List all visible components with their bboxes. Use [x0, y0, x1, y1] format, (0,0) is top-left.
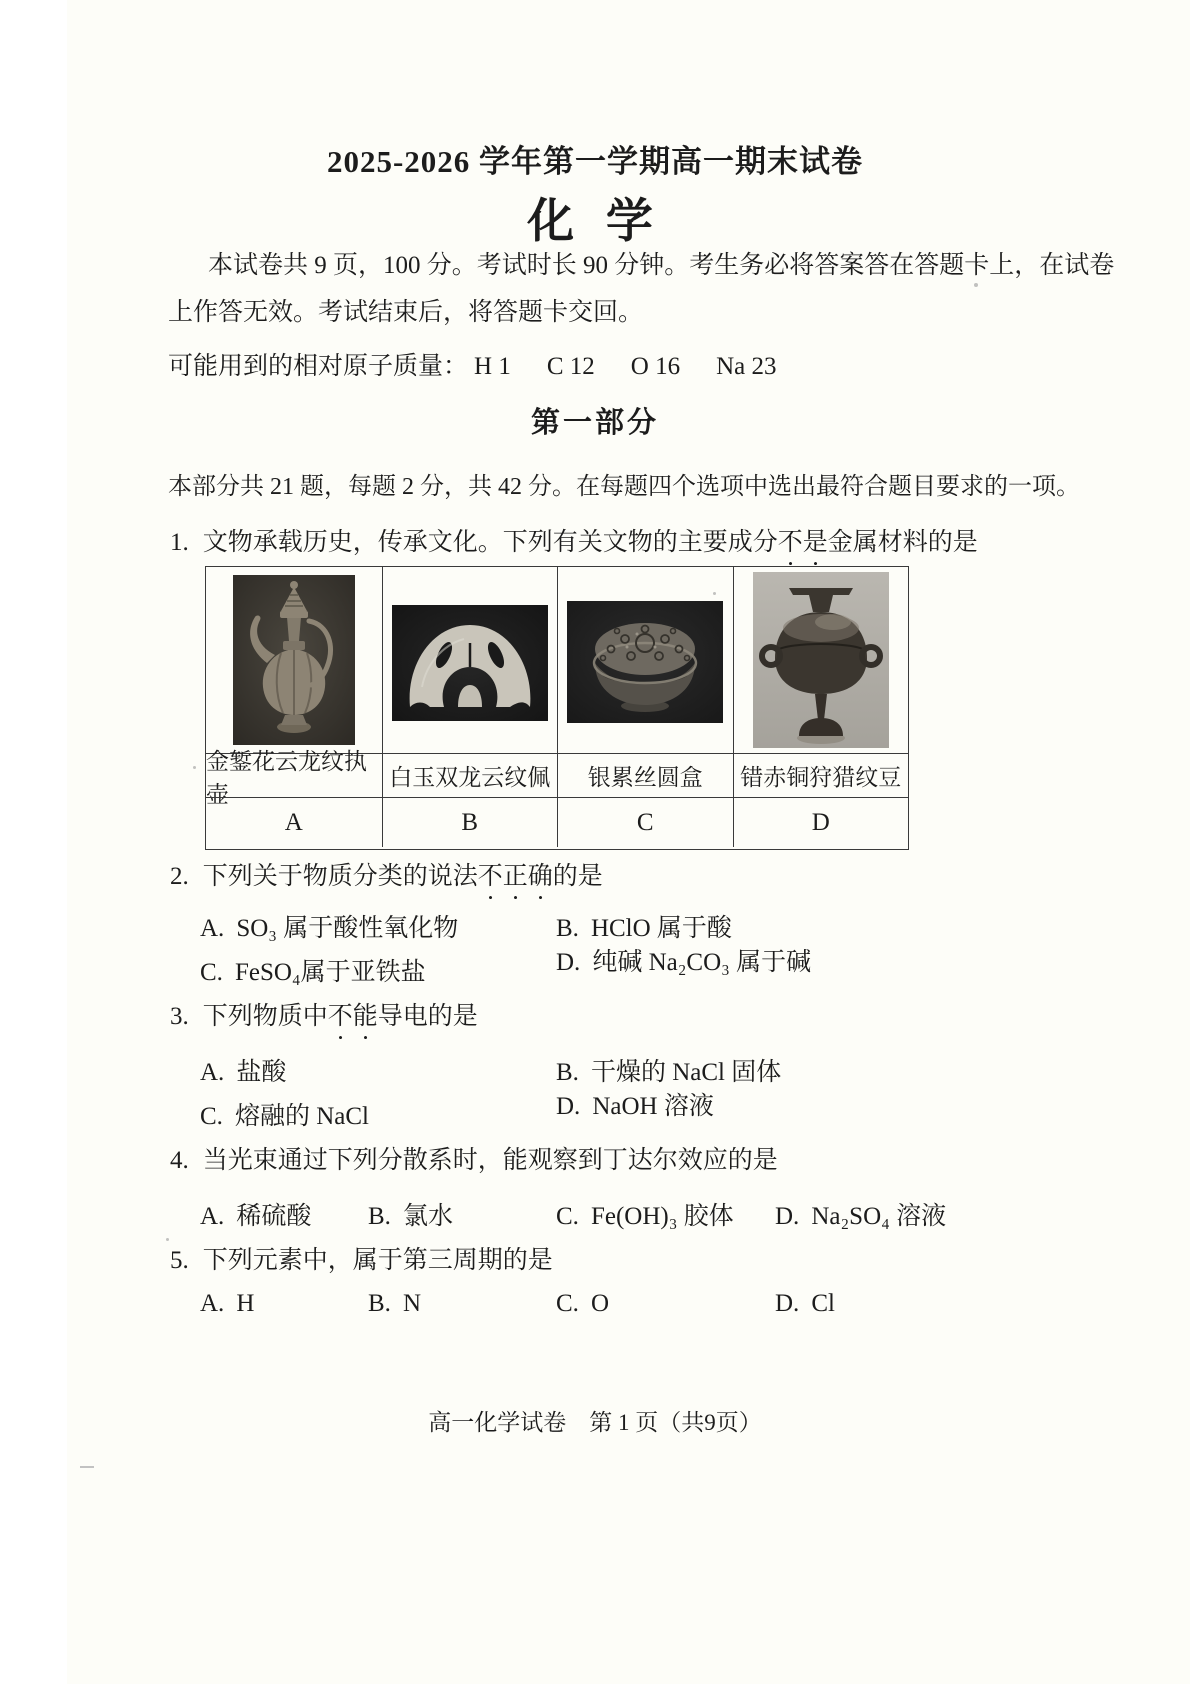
option-text: O: [590, 1290, 609, 1317]
question-1: [170, 522, 978, 571]
gold-ewer-photo: [233, 575, 355, 745]
option-label: C.: [556, 1203, 579, 1230]
subject-title: 化 学: [527, 196, 663, 248]
artifact-caption-d: 错赤铜狩猎纹豆: [733, 753, 909, 797]
option-text: Na₂SO₄ 溶液: [811, 1203, 947, 1230]
option-label: A.: [200, 1203, 225, 1230]
question-3-option-a: [200, 1052, 286, 1088]
question-1-emphasized-text: 不是: [777, 529, 828, 556]
option-text: N: [402, 1290, 421, 1317]
question-5-text: 下列元素中，属于第三周期的是: [202, 1247, 553, 1274]
question-4-option-d: [775, 1196, 946, 1232]
question-4-option-a: [200, 1196, 311, 1232]
option-text: FeSO₄属于亚铁盐: [234, 959, 426, 986]
option-text: Fe(OH)₃ 胶体: [590, 1203, 734, 1230]
option-text: 稀硫酸: [236, 1203, 312, 1230]
question-5-option-a: [200, 1290, 254, 1318]
artifact-letter-b: B: [382, 797, 558, 847]
question-3-emphasized-text: 不能: [327, 1003, 378, 1030]
artifact-letter-a: A: [206, 797, 382, 847]
artifact-cell-a: [206, 567, 382, 753]
atomic-mass-c: C 12: [546, 353, 595, 380]
artifact-letter-d: D: [733, 797, 909, 847]
question-3: [170, 996, 478, 1045]
option-label: B.: [368, 1290, 391, 1317]
option-label: C.: [200, 959, 223, 986]
question-5-number: 5.: [170, 1247, 189, 1274]
atomic-mass-label: 可能用到的相对原子质量：: [168, 353, 469, 380]
option-text: 盐酸: [236, 1059, 287, 1086]
exam-instructions-line-1: 本试卷共 9 页，100 分。考试时长 90 分钟。考生务必将答案答在答题卡上，在试卷: [208, 252, 1115, 279]
option-label: D.: [775, 1290, 800, 1317]
question-2-text-after: 的是: [552, 863, 603, 890]
option-label: A.: [200, 915, 225, 942]
exam-instructions-line-2: 上作答无效。考试结束后，将答题卡交回。: [168, 299, 644, 326]
option-label: B.: [556, 1059, 579, 1086]
question-5-option-b: [368, 1290, 421, 1318]
artifact-caption-a: 金錾花云龙纹执壶: [206, 753, 382, 797]
option-text: 干燥的 NaCl 固体: [590, 1059, 782, 1086]
option-label: C.: [556, 1290, 579, 1317]
question-5-option-d: [775, 1290, 835, 1318]
question-3-option-c: [200, 1096, 369, 1132]
question-3-option-b: [556, 1052, 781, 1088]
page-title: 2025-2026 学年第一学期高一期末试卷: [326, 144, 864, 179]
question-2-text: 下列关于物质分类的说法: [202, 863, 478, 890]
question-2-option-b: [556, 908, 732, 944]
scan-speck: [974, 283, 978, 287]
question-4-option-c: [556, 1196, 734, 1232]
option-label: B.: [556, 915, 579, 942]
question-4: [170, 1140, 778, 1176]
exam-instructions: [168, 242, 1115, 336]
question-3-text: 下列物质中: [202, 1003, 328, 1030]
page-footer: 高一化学试卷 第 1 页（共9页）: [428, 1410, 762, 1435]
atomic-mass-h: H 1: [474, 353, 511, 380]
option-text: NaOH 溶液: [592, 1093, 714, 1120]
question-2: [170, 856, 603, 905]
question-3-option-d: [556, 1086, 714, 1122]
option-label: A.: [200, 1290, 225, 1317]
part1-heading: 第一部分: [530, 407, 659, 439]
question-4-option-b: [368, 1196, 453, 1232]
question-3-number: 3.: [170, 1003, 189, 1030]
question-1-text: 文物承载历史，传承文化。下列有关文物的主要成分: [202, 529, 778, 556]
question-3-text-after: 导电的是: [377, 1003, 478, 1030]
option-label: D.: [556, 1093, 581, 1120]
question-2-number: 2.: [170, 863, 189, 890]
artifact-cell-d: [733, 567, 909, 753]
option-text: HClO 属于酸: [590, 915, 732, 942]
option-label: B.: [368, 1203, 391, 1230]
question-4-text: 当光束通过下列分散系时，能观察到丁达尔效应的是: [202, 1147, 778, 1174]
scan-dash: [80, 1466, 94, 1468]
question-2-emphasized-text: 不正确: [477, 863, 553, 890]
option-text: H: [236, 1290, 255, 1317]
question-1-text-after: 金属材料的是: [827, 529, 978, 556]
option-label: A.: [200, 1059, 225, 1086]
option-label: D.: [775, 1203, 800, 1230]
white-jade-pendant-photo: [392, 605, 548, 721]
artifact-table: [205, 566, 909, 850]
artifact-letter-c: C: [557, 797, 733, 847]
artifact-caption-b: 白玉双龙云纹佩: [382, 753, 558, 797]
question-2-option-a: [200, 908, 458, 944]
option-text: Cl: [811, 1290, 835, 1317]
question-1-number: 1.: [170, 529, 189, 556]
bronze-dou-vessel-photo: [753, 572, 889, 748]
question-2-option-c: [200, 952, 426, 988]
artifact-caption-c: 银累丝圆盒: [557, 753, 733, 797]
option-label: D.: [556, 949, 581, 976]
artifact-cell-b: [382, 567, 558, 753]
atomic-mass-na: Na 23: [716, 353, 777, 380]
option-text: 纯碱 Na₂CO₃ 属于碱: [592, 949, 812, 976]
option-text: 氯水: [402, 1203, 453, 1230]
part1-description: 本部分共 21 题，每题 2 分，共 42 分。在每题四个选项中选出最符合题目要求的一项。: [168, 474, 1080, 500]
atomic-mass-o: O 16: [630, 353, 681, 380]
artifact-cell-c: [557, 567, 733, 753]
option-text: SO₃ 属于酸性氧化物: [236, 915, 459, 942]
question-5: [170, 1240, 553, 1276]
question-2-option-d: [556, 942, 811, 978]
scan-speck: [713, 592, 716, 595]
silver-filigree-box-photo: [567, 601, 723, 723]
question-5-option-c: [556, 1290, 609, 1318]
scan-speck: [166, 1238, 169, 1241]
question-4-number: 4.: [170, 1147, 189, 1174]
option-label: C.: [200, 1103, 223, 1130]
scan-speck: [193, 766, 196, 769]
option-text: 熔融的 NaCl: [234, 1103, 369, 1130]
atomic-mass-line: [168, 346, 812, 382]
